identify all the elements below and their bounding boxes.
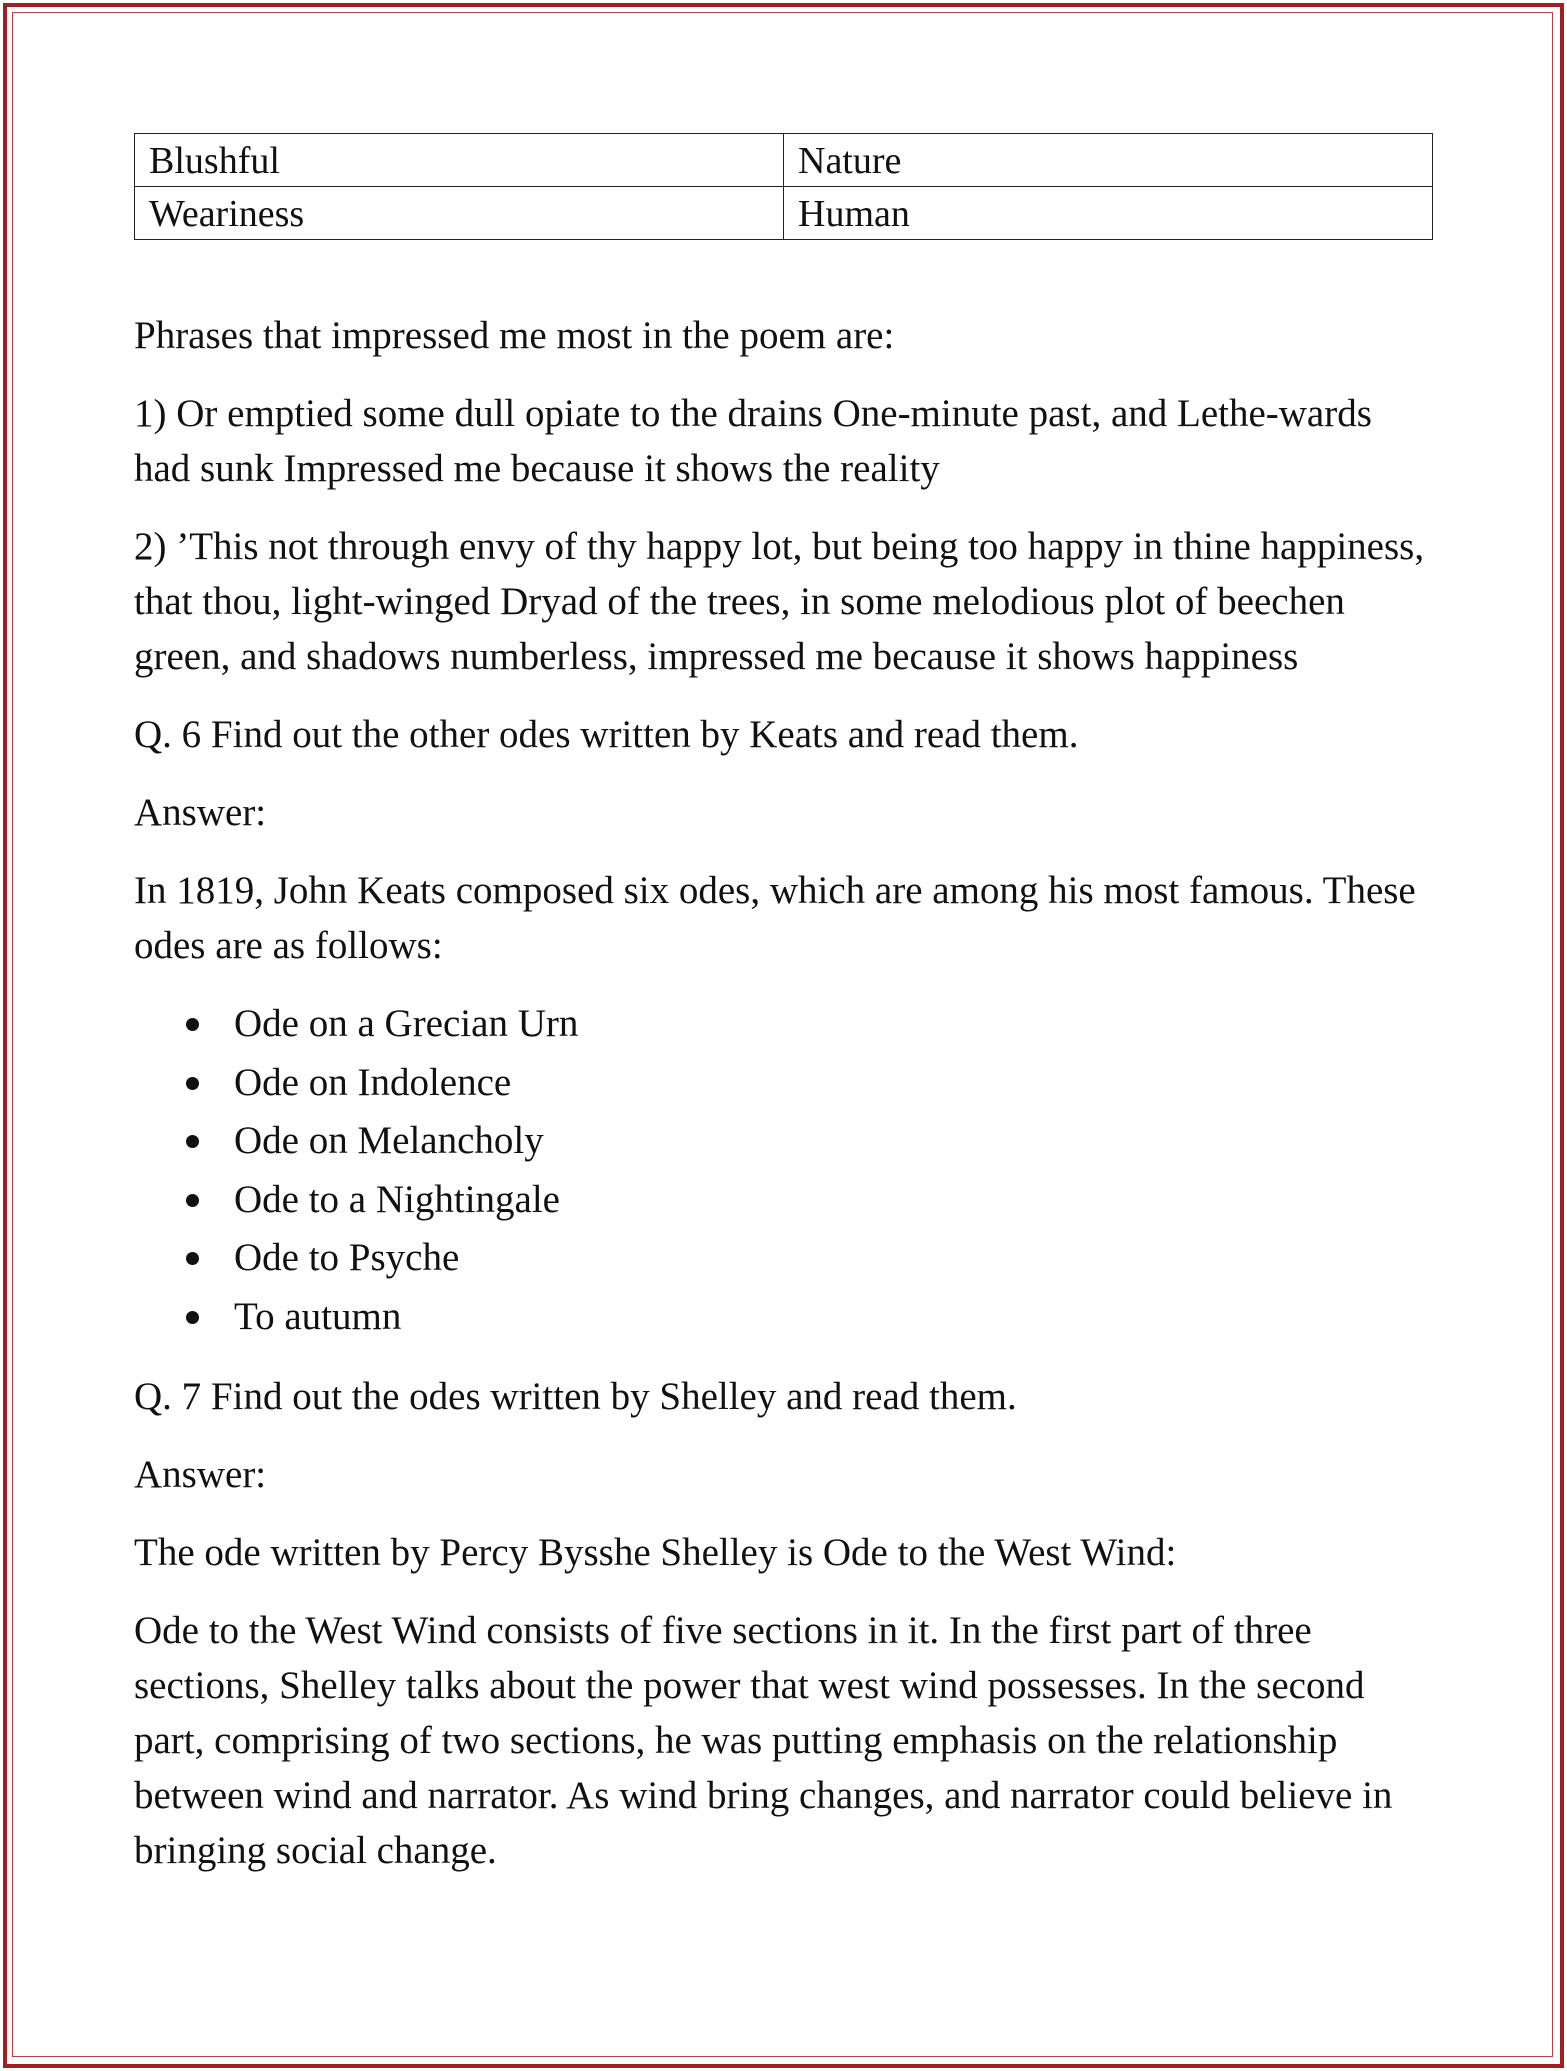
- list-item: [134, 1171, 1434, 1230]
- bullet-icon: [186, 1135, 199, 1148]
- ode-title: Ode on Melancholy: [234, 1119, 544, 1162]
- bullet-icon: [186, 1311, 199, 1324]
- ode-title: To autumn: [234, 1294, 402, 1338]
- table-row: [135, 134, 1433, 187]
- list-item: [134, 1112, 1434, 1171]
- phrases-intro: Phrases that impressed me most in the poem are:: [134, 314, 895, 357]
- question-6-answer-text: In 1819, John Keats composed six odes, which are among his most famous. These odes are as follows:: [134, 869, 1416, 967]
- word-category-table: [134, 133, 1433, 240]
- ode-title: Ode to a Nightingale: [234, 1177, 560, 1221]
- list-item: [134, 995, 1434, 1054]
- question-6-answer-label: Answer:: [134, 791, 267, 834]
- table-cell-category: Human: [784, 187, 1433, 240]
- ode-title: Ode on a Grecian Urn: [234, 1002, 579, 1045]
- phrase-2: 2) ’This not through envy of thy happy lot, but being too happy in thine happiness, that thou, light-winged Dryad of the trees, in some melodious plot of beechen green, and shadows numberless, impressed me because it shows happiness: [134, 525, 1425, 678]
- list-item: [134, 1054, 1434, 1113]
- bullet-icon: [186, 1252, 199, 1265]
- table-cell-category: Nature: [784, 134, 1433, 187]
- bullet-icon: [186, 1077, 199, 1090]
- list-item: [134, 1288, 1434, 1347]
- question-7-answer-label: Answer:: [134, 1453, 267, 1496]
- table-row: [135, 187, 1433, 240]
- table-cell-word: Weariness: [135, 187, 784, 240]
- table-cell-word: Blushful: [135, 134, 784, 187]
- question-7-answer-text: The ode written by Percy Bysshe Shelley is Ode to the West Wind:: [134, 1531, 1177, 1574]
- document-body: [134, 133, 1434, 1878]
- question-7-explanation: Ode to the West Wind consists of five sections in it. In the first part of three sections, Shelley talks about the power that west wind possesses. In the second part, comprising of two sections, he was putting emphasis on the relationship between wind and narrator. As wind bring changes, and narrator could believe in bringing social change.: [134, 1609, 1393, 1872]
- question-7: Q. 7 Find out the odes written by Shelley and read them.: [134, 1375, 1017, 1418]
- ode-title: Ode on Indolence: [234, 1060, 512, 1104]
- bullet-icon: [186, 1018, 199, 1031]
- keats-odes-list: [134, 995, 1434, 1346]
- bullet-icon: [186, 1194, 199, 1207]
- list-item: [134, 1229, 1434, 1288]
- ode-title: Ode to Psyche: [234, 1236, 460, 1279]
- question-6: Q. 6 Find out the other odes written by Keats and read them.: [134, 713, 1079, 756]
- phrase-1: 1) Or emptied some dull opiate to the drains One-minute past, and Lethe-wards had sunk Impressed me because it shows the reality: [134, 392, 1372, 490]
